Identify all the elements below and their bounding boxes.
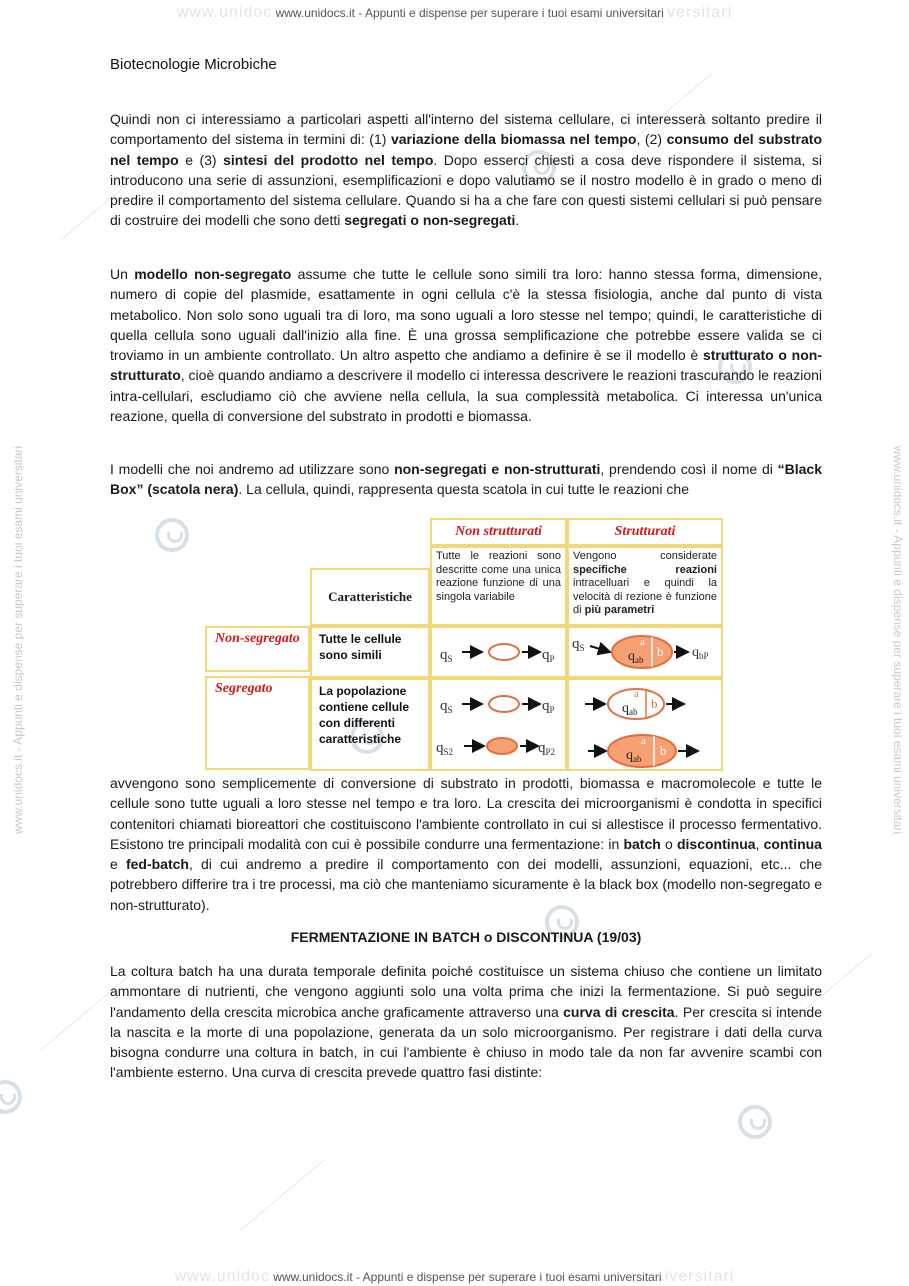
label-b: b [660,743,667,758]
cell-ellipse [487,738,517,754]
row-label-segregato: Segregato [205,676,310,770]
reaction-nonseg-nonstr [440,644,555,664]
watermark-header [0,4,909,22]
unidocs-logo-icon [155,518,189,552]
cell-ellipse [489,696,519,712]
row-label-non-segregato: Non-segregato [205,626,310,672]
section-heading: FERMENTAZIONE IN BATCH o DISCONTINUA (19/03) [290,929,642,945]
desc-non-strutturati: Tutte le reazioni sono descritte come una unica reazione funzione di una singola variabile [430,546,567,626]
paragraph-1: Quindi non ci interessiamo a particolari aspetti all'interno del sistema cellulare, ci interesserà soltanto predire il comportamento del sistema in termini di: (1) variazione della biomassa nel tempo, (2) consumo del substrato nel tempo e (3) sintesi del prodotto nel tempo. Dopo esserci chiesti a cosa deve rispondere il sistema, si introducono una serie di assunzioni, esemplificazioni e dopo valutiamo se il nostro modello è in grado o meno di predire il comportamento del sistema cellulare. Quando si ha a che fare con questi sistemi cellulari si può pensare di costruire dei modelli che sono detti segregati o non-segregati. [110,111,822,229]
reaction-seg-str [585,688,698,767]
header-caratteristiche: Caratteristiche [310,568,430,626]
q-s-label: $q_S$ [440,647,453,664]
q-ab-label: $q_{ab}$ [628,649,644,665]
watermark-footer-text: www.unidocs.it - Appunti e dispense per superare i tuoi esami universitari [273,1270,662,1284]
watermark-ghost-right: versitari [667,4,733,21]
header-strutturati: Strutturati [567,518,723,546]
label-b: b [651,696,658,711]
q-bp-label: $q_{bP}$ [692,645,709,661]
watermark-side-left: www.unidocs.it - Appunti e dispense per superare i tuoi esami universitari [11,445,25,835]
document-header: Biotecnologie Microbiche [110,56,277,73]
cell-reaction-diagrams [430,626,725,773]
unidocs-logo-icon [0,1080,22,1114]
reaction-nonseg-str [572,636,709,668]
paragraph-5: La coltura batch ha una durata temporale definita poiché costituisce un sistema chiuso che contiene un limitato ammontare di nutrienti, che vengono aggiunti solo una volta prima che inizi la fermentazione. Si può seguire l'andamento della crescita microbica anche graficamente attraverso una curva di crescita. Per crescita si intende la nascita e la morte di una popolazione, generata da un solo microorganismo. Per registrare i dati della curva bisogna condurre una coltura in batch, in cui l'ambiente è chiuso in modo tale da non far avvenire scambi con l'ambiente esterno. Una curva di crescita prevede quattro fasi distinte: [110,963,823,1081]
watermark-side-right: www.unidocs.it - Appunti e dispense per superare i tuoi esami universitari [891,445,905,835]
model-classification-figure [205,518,725,773]
reaction-seg-nonstr [436,696,555,757]
watermark-ghost-left: www.unidoc [176,4,273,21]
desc-strutturati: Vengono considerate specifiche reazioni intracelluari e quindi la velocità di rezione è funzione di più parametri [567,546,723,626]
watermark-ghost-left-bottom: www.unidoc [174,1268,270,1285]
q-ab-label: $q_{ab}$ [626,748,642,764]
label-a: a [640,636,645,648]
watermark-footer [0,1268,909,1286]
q-s2-label: $q_{S2}$ [436,740,454,757]
cell-ellipse [489,644,519,660]
watermark-ghost-right-bottom: iversitari [664,1268,735,1285]
watermark-stroke [240,1159,325,1230]
label-a: a [641,735,646,747]
feature-segregato: La popolazione contiene cellule con differenti caratteristiche [310,678,430,771]
q-p-label: $q_P$ [542,647,555,664]
q-p-label: $q_P$ [542,698,555,715]
feature-non-segregato: Tutte le cellule sono simili [310,626,430,678]
unidocs-logo-icon [738,1105,772,1139]
label-a: a [634,688,639,700]
arrow-right-icon [590,646,610,652]
q-s-label: $q_S$ [572,636,585,653]
paragraph-4: avvengono sono semplicemente di conversione di substrato in prodotti, biomassa e macromolecole e tutte le cellule sono tutte uguali a loro stesse nel tempo e tra loro. La crescita dei microorganismi è condotta in specifici contenitori chiamati bioreattori che costituiscono l'ambiente controllato in cui si allestisce il processo fermentativo. Esistono tre principali modalità con cui è possibile condurre una fermentazione: in batch o discontinua, continua e fed-batch, di cui andremo a predire il comportamento con dei modelli, assunzioni, equazioni, etc... che potrebbero differire tra i tre processi, ma ciò che manteniamo sicuramente è la black box (modello non-segregato e non-strutturato). [110,775,822,913]
paragraph-2: Un modello non-segregato assume che tutte le cellule sono simili tra loro: hanno stessa forma, dimensione, numero di copie del plasmide, esattamente in ogni cellula c'è la stessa fisiologia, anche dal punto di vista metabolico. Non solo sono uguali tra di loro, ma sono uguali a loro stesse nel tempo; quindi, le caratteristiche di quella cellula sono uguali dall'inizio alla fine. È una grossa semplificazione che potrebbe essere valida se ci troviamo in un ambiente controllato. Un altro aspetto che andiamo a definire è se il modello è strutturato o non-strutturato, cioè quando andiamo a descrivere il modello ci interessa descrivere le reazioni trascurando le reazioni intra-cellulari, escludiamo ciò che avviene nella cellula, la sua complessità metabolica. Ci interessa un'unica reazione, quella di conversione del substrato in prodotti e biomassa. [110,266,823,425]
header-non-strutturati: Non strutturati [430,518,567,546]
watermark-header-text: www.unidocs.it - Appunti e dispense per superare i tuoi esami universitari [275,6,664,20]
q-s-label: $q_S$ [440,698,453,715]
paragraph-3: I modelli che noi andremo ad utilizzare sono non-segregati e non-strutturati, prendendo così il nome di “Black Box” (scatola nera). La cellula, quindi, rappresenta questa scatola in cui tutte le reazioni che [110,461,822,498]
q-ab-label: $q_{ab}$ [622,701,638,717]
q-p2-label: $q_{P2}$ [538,740,556,757]
label-b: b [657,644,664,659]
